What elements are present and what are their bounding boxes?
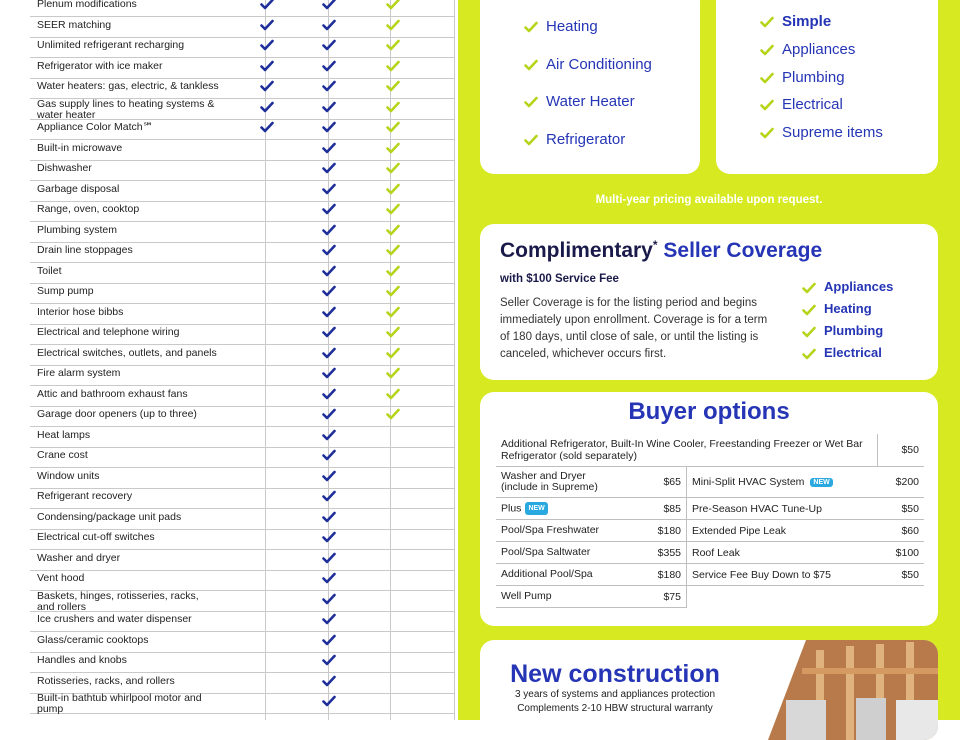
coverage-check — [322, 79, 336, 95]
row-label: Garbage disposal — [37, 182, 120, 195]
plan-item-label: Supreme items — [782, 124, 883, 142]
row-label: Dishwasher — [37, 162, 92, 174]
seller-coverage-card — [480, 224, 938, 380]
table-row — [30, 468, 454, 489]
check-icon — [386, 223, 400, 237]
check-icon — [322, 325, 336, 339]
check-icon — [760, 99, 774, 111]
table-row — [30, 427, 454, 448]
plan-item-label: Refrigerator — [546, 130, 626, 148]
table-row — [30, 37, 454, 58]
buyer-option-price: $355 — [636, 542, 687, 564]
seller-title-complimentary: Complimentary — [500, 239, 653, 262]
check-icon — [386, 182, 400, 196]
table-row — [30, 365, 454, 386]
coverage-check — [322, 612, 336, 628]
buyer-option-price: $60 — [874, 520, 924, 542]
plan-item — [760, 91, 883, 119]
table-row — [30, 99, 454, 120]
row-label: Water heaters: gas, electric, & tankless — [37, 80, 219, 92]
table-row — [30, 201, 454, 222]
check-icon — [322, 407, 336, 421]
plan-item-label: Electrical — [824, 345, 882, 360]
row-label: Gas supply lines to heating systems & water heater — [37, 97, 215, 121]
table-row — [30, 345, 454, 366]
row-label: SEER matching — [37, 18, 112, 31]
coverage-check — [260, 18, 274, 34]
coverage-check — [322, 694, 336, 710]
row-label: Electrical and telephone wiring — [37, 326, 180, 338]
coverage-check — [322, 120, 336, 136]
check-icon — [386, 0, 400, 11]
new-construction-line1: 3 years of systems and appliances protection — [514, 689, 716, 700]
construction-photo — [746, 640, 938, 740]
coverage-check — [386, 38, 400, 54]
coverage-check — [386, 182, 400, 198]
table-row — [30, 611, 454, 632]
row-label: Washer and dryer — [37, 551, 121, 564]
buyer-option-price: $200 — [874, 467, 924, 498]
row-label: Attic and bathroom exhaust fans — [37, 387, 188, 400]
coverage-check — [386, 387, 400, 403]
coverage-check — [386, 79, 400, 95]
coverage-check — [322, 448, 336, 464]
check-icon — [322, 387, 336, 401]
plan-item-label: Simple — [782, 13, 832, 30]
new-badge: NEW — [810, 478, 832, 487]
table-row — [30, 693, 454, 714]
coverage-check — [260, 120, 274, 136]
plan-item — [760, 119, 883, 147]
check-icon — [760, 44, 774, 56]
coverage-check — [322, 325, 336, 341]
check-icon — [524, 21, 538, 33]
plan-item — [802, 342, 893, 364]
coverage-check — [322, 551, 336, 567]
buyer-option-label: Extended Pipe Leak — [687, 520, 875, 542]
plan-item-label: Heating — [546, 18, 598, 35]
row-label: Sump pump — [37, 285, 94, 297]
check-icon — [760, 127, 774, 139]
check-icon — [260, 79, 274, 93]
check-icon — [386, 346, 400, 360]
table-row — [30, 222, 454, 243]
coverage-check — [386, 202, 400, 218]
coverage-check — [322, 674, 336, 690]
row-label: Glass/ceramic cooktops — [37, 633, 149, 646]
coverage-check — [386, 407, 400, 423]
plan-supreme-list — [760, 8, 883, 147]
check-icon — [322, 448, 336, 462]
check-icon — [322, 428, 336, 442]
check-icon — [524, 134, 538, 146]
check-icon — [386, 305, 400, 319]
coverage-check — [260, 38, 274, 54]
check-icon — [260, 100, 274, 114]
row-label: Crane cost — [37, 449, 88, 461]
coverage-table — [0, 0, 458, 720]
check-icon — [802, 348, 816, 360]
check-icon — [322, 38, 336, 52]
coverage-check — [260, 0, 274, 13]
check-icon — [386, 79, 400, 93]
coverage-check — [386, 325, 400, 341]
plan-item-label: Air Conditioning — [546, 55, 652, 73]
table-row — [30, 17, 454, 38]
plan-item — [802, 298, 893, 320]
check-icon — [386, 264, 400, 278]
row-label: Handles and knobs — [37, 654, 127, 666]
check-icon — [386, 284, 400, 298]
buyer-option-price: $85 — [636, 498, 687, 520]
check-icon — [322, 223, 336, 237]
row-label: Range, oven, cooktop — [37, 203, 140, 215]
check-icon — [322, 571, 336, 585]
check-icon — [322, 18, 336, 32]
coverage-check — [260, 59, 274, 75]
coverage-check — [322, 305, 336, 321]
seller-title-coverage: Seller Coverage — [663, 239, 823, 262]
coverage-check — [322, 571, 336, 587]
coverage-check — [322, 633, 336, 649]
plan-card-supreme — [716, 0, 938, 174]
plan-item-label: Plumbing — [824, 323, 884, 338]
coverage-check — [386, 59, 400, 75]
table-row — [30, 78, 454, 99]
coverage-check — [386, 120, 400, 136]
check-icon — [322, 243, 336, 257]
check-icon — [386, 59, 400, 73]
table-row — [30, 673, 454, 694]
check-icon — [260, 59, 274, 73]
plan-item-label: Electrical — [782, 96, 843, 114]
check-icon — [322, 346, 336, 360]
check-icon — [386, 202, 400, 216]
table-row — [30, 119, 454, 140]
coverage-check — [260, 100, 274, 116]
check-icon — [322, 161, 336, 175]
table-row — [30, 283, 454, 304]
check-icon — [322, 141, 336, 155]
coverage-check — [322, 0, 336, 13]
table-row — [30, 140, 454, 161]
seller-title-asterisk: * — [652, 238, 658, 252]
row-label: Electrical cut-off switches — [37, 531, 155, 543]
check-icon — [322, 120, 336, 134]
table-row — [30, 181, 454, 202]
plan-item-label: Appliances — [824, 279, 894, 294]
table-row — [30, 58, 454, 79]
row-label: Ice crushers and water dispenser — [37, 613, 192, 625]
row-label: Built-in bathtub whirlpool motor and pump — [37, 692, 202, 715]
coverage-check — [322, 18, 336, 34]
coverage-check — [386, 284, 400, 300]
coverage-check — [322, 38, 336, 54]
check-icon — [260, 0, 274, 11]
row-label: Condensing/package unit pads — [37, 510, 182, 523]
table-row — [30, 386, 454, 407]
plan-item-label: Plumbing — [782, 68, 845, 86]
buyer-option-label: Plus NEW — [496, 498, 636, 520]
coverage-check — [322, 202, 336, 218]
buyer-option-row — [496, 586, 924, 608]
row-label: Refrigerant recovery — [37, 490, 133, 502]
check-icon — [802, 304, 816, 316]
buyer-option-label: Service Fee Buy Down to $75 — [687, 564, 875, 586]
check-icon — [386, 141, 400, 155]
coverage-check — [322, 510, 336, 526]
check-icon — [802, 282, 816, 294]
table-row — [30, 570, 454, 591]
coverage-check — [322, 653, 336, 669]
check-icon — [386, 325, 400, 339]
plan-item-label: Heating — [824, 301, 872, 316]
check-icon — [524, 96, 538, 108]
check-icon — [322, 551, 336, 565]
coverage-check — [386, 243, 400, 259]
check-icon — [322, 100, 336, 114]
plan-item — [760, 8, 883, 36]
plan-item-label: Appliances — [782, 40, 856, 58]
buyer-option-price — [874, 586, 924, 608]
table-row — [30, 0, 454, 17]
new-construction-line2: Complements 2-10 HBW structural warranty — [517, 703, 713, 714]
seller-title — [500, 238, 822, 263]
coverage-check — [386, 366, 400, 382]
coverage-check — [322, 407, 336, 423]
check-icon — [760, 16, 774, 28]
coverage-check — [322, 284, 336, 300]
buyer-option-row — [496, 542, 924, 564]
row-label: Baskets, hinges, rotisseries, racks, and rollers — [37, 589, 199, 613]
table-row — [30, 447, 454, 468]
plan-item — [524, 121, 652, 159]
coverage-check — [386, 0, 400, 13]
buyer-option-price: $100 — [874, 542, 924, 564]
coverage-check — [322, 182, 336, 198]
plan-item — [524, 46, 652, 84]
table-row — [30, 242, 454, 263]
check-icon — [386, 366, 400, 380]
check-icon — [386, 120, 400, 134]
coverage-check — [386, 141, 400, 157]
plan-item — [524, 8, 652, 46]
buyer-option-price: $65 — [636, 467, 687, 498]
check-icon — [322, 182, 336, 196]
check-icon — [386, 243, 400, 257]
row-label: Appliance Color Match℠ — [37, 121, 154, 133]
buyer-option-label: Pool/Spa Freshwater — [496, 520, 636, 542]
check-icon — [322, 305, 336, 319]
table-row — [30, 406, 454, 427]
check-icon — [802, 326, 816, 338]
coverage-check — [386, 161, 400, 177]
check-icon — [260, 18, 274, 32]
coverage-check — [386, 18, 400, 34]
check-icon — [260, 120, 274, 134]
plan-basic-list — [524, 8, 652, 158]
row-label: Heat lamps — [37, 428, 91, 441]
buyer-top-label: Additional Refrigerator, Built-In Wine Cooler, Freestanding Freezer or Wet Bar Refrigerator (sold separately) — [496, 434, 878, 467]
buyer-top-price: $50 — [878, 434, 925, 467]
check-icon — [386, 100, 400, 114]
check-icon — [322, 510, 336, 524]
table-row — [30, 160, 454, 181]
buyer-option-price: $50 — [874, 564, 924, 586]
column-divider — [454, 0, 455, 720]
table-row — [30, 632, 454, 653]
check-icon — [760, 72, 774, 84]
plan-item — [802, 276, 893, 298]
row-label: Plumbing system — [37, 223, 117, 236]
check-icon — [386, 407, 400, 421]
buyer-option-label: Washer and Dryer (include in Supreme) — [496, 467, 636, 498]
buyer-option-label: Pre-Season HVAC Tune-Up — [687, 498, 875, 520]
row-label: Interior hose bibbs — [37, 305, 124, 318]
buyer-option-price: $50 — [874, 498, 924, 520]
check-icon — [322, 489, 336, 503]
coverage-check — [322, 243, 336, 259]
coverage-check — [322, 428, 336, 444]
plan-card-basic — [480, 0, 700, 174]
coverage-check — [322, 346, 336, 362]
coverage-check — [322, 592, 336, 608]
check-icon — [322, 469, 336, 483]
coverage-check — [386, 100, 400, 116]
row-label: Rotisseries, racks, and rollers — [37, 674, 175, 687]
row-label: Drain line stoppages — [37, 244, 133, 256]
plans-panel — [458, 0, 960, 720]
buyer-option-price: $180 — [636, 564, 687, 586]
seller-items — [802, 276, 893, 364]
check-icon — [322, 633, 336, 647]
check-icon — [322, 59, 336, 73]
table-row — [30, 488, 454, 509]
coverage-check — [386, 305, 400, 321]
check-icon — [260, 38, 274, 52]
table-row — [30, 652, 454, 673]
multi-year-note: Multi-year pricing available upon request. — [595, 194, 823, 206]
buyer-option-row — [496, 467, 924, 498]
check-icon — [386, 18, 400, 32]
plan-item — [802, 320, 893, 342]
row-label: Toilet — [37, 264, 62, 277]
coverage-check — [322, 161, 336, 177]
row-label: Window units — [37, 469, 100, 482]
table-row — [30, 591, 454, 612]
buyer-option-label: Roof Leak — [687, 542, 875, 564]
buyer-option-label: Well Pump — [496, 586, 636, 608]
seller-fee: with $100 Service Fee — [500, 273, 619, 285]
check-icon — [386, 38, 400, 52]
plan-item — [760, 36, 883, 64]
seller-description: Seller Coverage is for the listing period and begins immediately upon enrollment. Coverage is for a term of 180 days, until close of sale, or until the listing is canceled, whichever occurs first. — [500, 297, 768, 360]
buyer-option-price: $180 — [636, 520, 687, 542]
coverage-check — [322, 264, 336, 280]
coverage-check — [322, 141, 336, 157]
coverage-check — [322, 223, 336, 239]
new-badge: NEW — [525, 502, 547, 515]
buyer-option-label: Pool/Spa Saltwater — [496, 542, 636, 564]
check-icon — [524, 59, 538, 71]
check-icon — [322, 653, 336, 667]
table-row — [30, 509, 454, 530]
check-icon — [322, 674, 336, 688]
check-icon — [386, 161, 400, 175]
row-label: Vent hood — [37, 572, 85, 584]
coverage-check — [322, 489, 336, 505]
coverage-check — [322, 469, 336, 485]
plan-item — [760, 64, 883, 92]
check-icon — [322, 592, 336, 606]
check-icon — [322, 612, 336, 626]
new-construction-card — [480, 640, 938, 740]
buyer-option-label — [687, 586, 875, 608]
coverage-check — [386, 223, 400, 239]
row-label: Fire alarm system — [37, 367, 121, 379]
check-icon — [322, 694, 336, 708]
row-label: Plenum modifications — [37, 0, 137, 10]
buyer-options-table — [496, 434, 924, 608]
coverage-check — [386, 264, 400, 280]
row-label: Refrigerator with ice maker — [37, 59, 163, 72]
check-icon — [322, 366, 336, 380]
buyer-option-row — [496, 564, 924, 586]
check-icon — [322, 0, 336, 11]
plan-item-label: Water Heater — [546, 93, 635, 110]
coverage-check — [322, 387, 336, 403]
table-row — [30, 263, 454, 284]
coverage-check — [322, 530, 336, 546]
check-icon — [386, 387, 400, 401]
buyer-option-label: Mini-Split HVAC System NEW — [687, 467, 875, 498]
buyer-options-card — [480, 392, 938, 626]
row-label: Built-in microwave — [37, 141, 123, 154]
buyer-title: Buyer options — [628, 398, 790, 425]
check-icon — [322, 530, 336, 544]
check-icon — [322, 264, 336, 278]
table-row — [30, 550, 454, 571]
coverage-check — [322, 100, 336, 116]
new-construction-title: New construction — [510, 660, 720, 688]
coverage-check — [386, 346, 400, 362]
check-icon — [322, 284, 336, 298]
buyer-option-label: Additional Pool/Spa — [496, 564, 636, 586]
buyer-option-row — [496, 498, 924, 520]
check-icon — [322, 202, 336, 216]
row-label: Electrical switches, outlets, and panels — [37, 346, 217, 359]
plan-item — [524, 83, 652, 121]
row-label: Garage door openers (up to three) — [37, 408, 197, 420]
row-label: Unlimited refrigerant recharging — [37, 39, 185, 51]
buyer-option-row — [496, 520, 924, 542]
table-row — [30, 529, 454, 550]
table-row — [30, 324, 454, 345]
table-row — [30, 304, 454, 325]
buyer-option-price: $75 — [636, 586, 687, 608]
coverage-check — [260, 79, 274, 95]
check-icon — [322, 79, 336, 93]
coverage-check — [322, 59, 336, 75]
coverage-check — [322, 366, 336, 382]
